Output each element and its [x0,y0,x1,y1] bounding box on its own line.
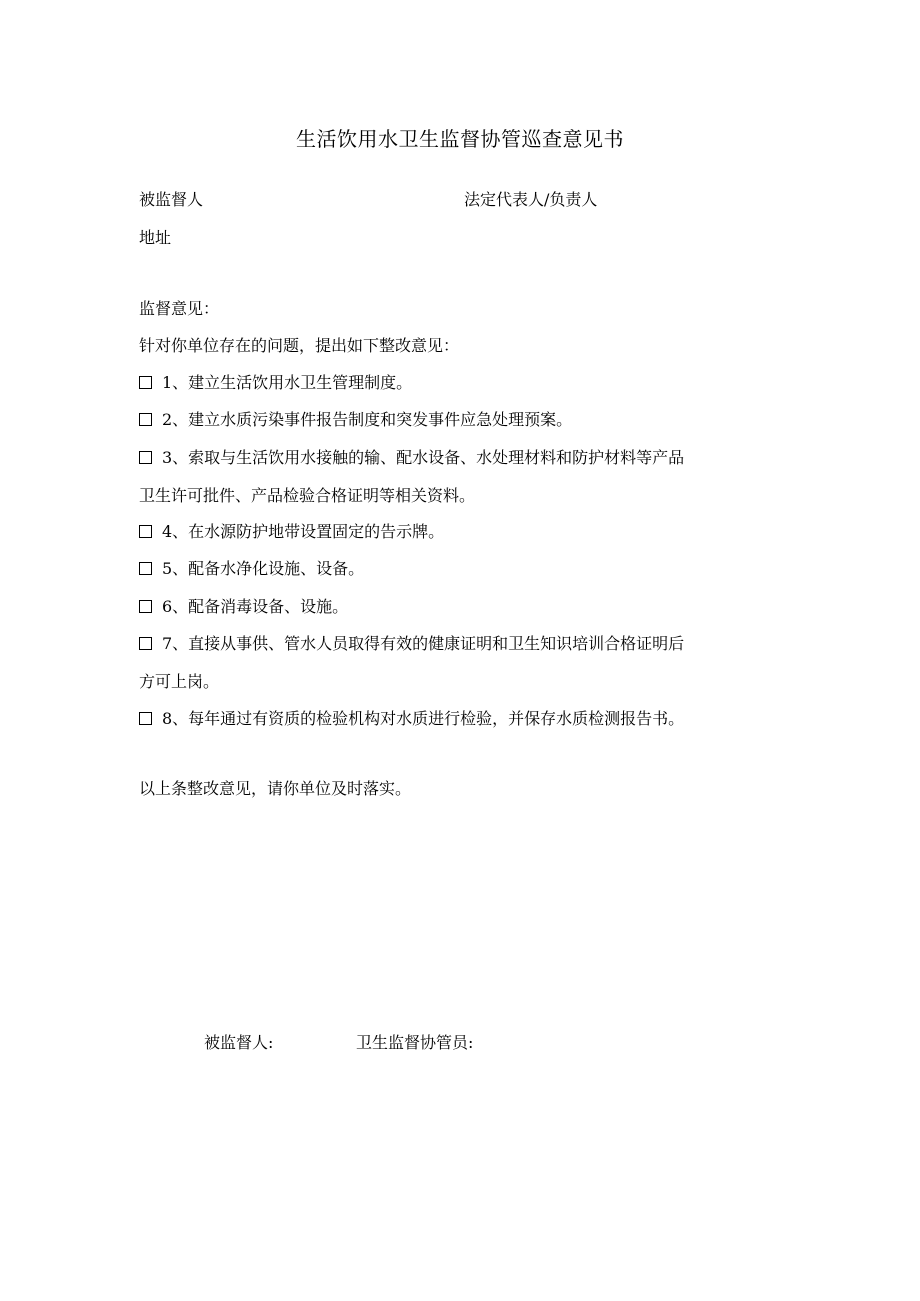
list-item [139,632,779,708]
list-item [139,707,779,745]
item-text: 7、直接从事供、管水人员取得有效的健康证明和卫生知识培训合格证明后 [162,634,685,653]
item-text: 5、配备水净化设施、设备。 [162,559,365,578]
list-item [139,408,779,446]
document-title: 生活饮用水卫生监督协管巡查意见书 [296,127,624,151]
list-item [139,557,779,595]
item-text: 3、索取与生活饮用水接触的输、配水设备、水处理材料和防护材料等产品 [162,448,685,467]
supervised-signature-label: 被监督人: [204,1033,274,1052]
item-text-continuation: 卫生许可批件、产品检验合格证明等相关资料。 [139,486,476,505]
address-label: 地址 [139,228,172,247]
closing-statement: 以上条整改意见，请你单位及时落实。 [139,779,412,798]
item-text: 8、每年通过有资质的检验机构对水质进行检验，并保存水质检测报告书。 [162,709,685,728]
item-text: 6、配备消毒设备、设施。 [162,597,349,616]
item-text-continuation: 方可上岗。 [139,672,220,691]
item-text: 2、建立水质污染事件报告制度和突发事件应急处理预案。 [162,410,573,429]
checkbox[interactable] [139,376,152,389]
checkbox[interactable] [139,637,152,650]
supervised-party-label: 被监督人 [139,190,204,209]
list-item [139,595,779,633]
list-item [139,371,779,409]
checkbox[interactable] [139,451,152,464]
assistant-signature-label: 卫生监督协管员: [356,1033,474,1052]
list-item [139,520,779,558]
legal-representative-label: 法定代表人/负责人 [464,190,598,209]
list-item [139,446,779,522]
checkbox[interactable] [139,600,152,613]
checkbox[interactable] [139,525,152,538]
checkbox[interactable] [139,413,152,426]
checkbox[interactable] [139,562,152,575]
item-text: 1、建立生活饮用水卫生管理制度。 [162,373,413,392]
opinion-heading: 监督意见： [139,299,220,318]
item-text: 4、在水源防护地带设置固定的告示牌。 [162,522,445,541]
checkbox[interactable] [139,712,152,725]
opinion-intro: 针对你单位存在的问题，提出如下整改意见： [139,336,460,355]
